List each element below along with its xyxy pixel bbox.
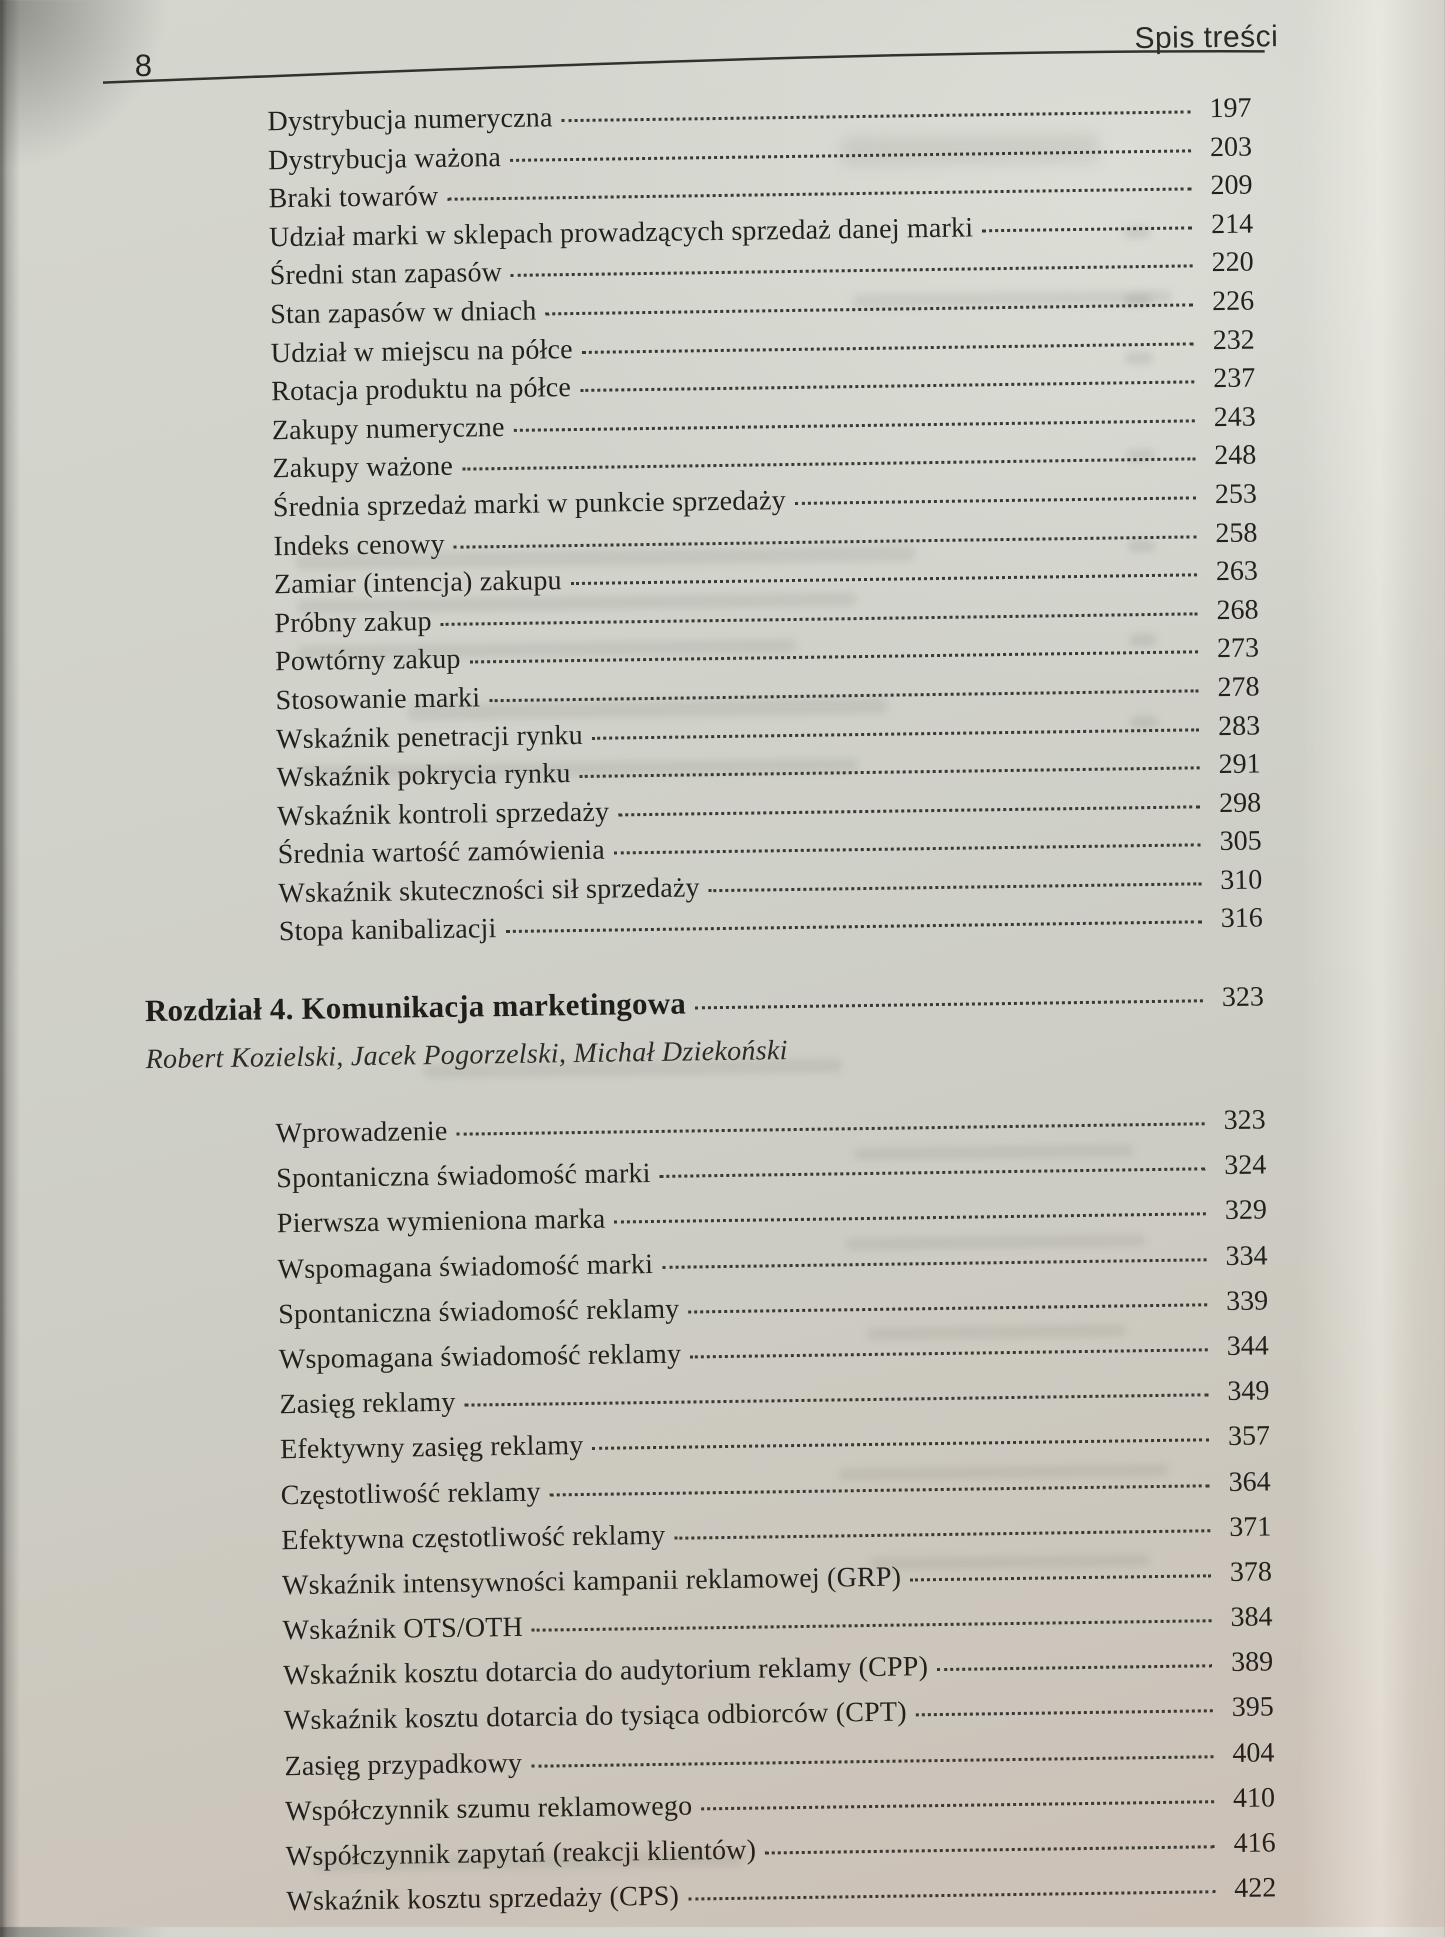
dot-leader	[457, 1122, 1205, 1135]
toc-entry-title: Zasięg przypadkowy	[284, 1747, 523, 1782]
toc-entry-page-number: 334	[1225, 1239, 1268, 1272]
dot-leader	[470, 651, 1198, 664]
toc-entry-page-number: 378	[1229, 1556, 1273, 1588]
toc-entry-page-number: 339	[1225, 1285, 1269, 1317]
toc-entry-title: Wskaźnik OTS/OTH	[282, 1611, 524, 1647]
dot-leader	[550, 1484, 1210, 1496]
toc-entry-page-number: 384	[1230, 1601, 1273, 1634]
toc-entry-page-number: 305	[1219, 825, 1262, 858]
toc-entry-title: Pierwsza wymieniona marka	[276, 1204, 606, 1240]
toc-entry-page-number: 237	[1213, 362, 1256, 395]
toc-entry-page-number: 389	[1230, 1646, 1274, 1679]
toc-entry-page-number: 253	[1214, 478, 1258, 511]
toc-entry-title: Zakupy numeryczne	[271, 411, 505, 446]
dot-leader	[447, 188, 1191, 201]
dot-leader	[688, 1890, 1215, 1900]
toc-entry-page-number: 243	[1213, 401, 1256, 433]
toc-entry-title: Wskaźnik pokrycia rynku	[276, 758, 571, 794]
toc-entry-page-number: 323	[1223, 1104, 1266, 1137]
dot-leader	[701, 1800, 1214, 1810]
toc-entry-page-number: 316	[1220, 902, 1263, 935]
toc-entry-title: Braki towarów	[268, 181, 439, 215]
toc-section-2	[275, 1104, 1276, 1931]
toc-entry-title: Stan zapasów w dniach	[270, 295, 537, 331]
toc-entry-title: Wskaźnik kosztu sprzedaży (CPS)	[286, 1880, 680, 1918]
page-number-folio: 8	[134, 47, 153, 84]
dot-leader	[454, 535, 1197, 548]
toc-entry-page-number: 416	[1233, 1827, 1276, 1859]
toc-entry-page-number: 248	[1214, 439, 1257, 472]
toc-entry-title: Wskaźnik intensywności kampanii reklamowej (GRP)	[281, 1561, 902, 1602]
toc-entry-title: Udział w miejscu na półce	[270, 333, 573, 369]
toc-entry-page-number: 291	[1218, 748, 1261, 781]
dot-leader	[465, 1393, 1209, 1406]
dot-leader	[532, 1619, 1212, 1631]
toc-entry-page-number: 395	[1231, 1691, 1275, 1724]
dot-leader	[614, 1213, 1206, 1224]
dot-leader	[489, 689, 1198, 702]
toc-entry-title: Zamiar (intencja) zakupu	[273, 565, 562, 601]
toc-entry-page-number: 258	[1215, 517, 1258, 549]
toc-entry-page-number: 310	[1220, 864, 1263, 896]
toc-entry-page-number: 364	[1228, 1465, 1271, 1498]
dot-leader	[795, 496, 1196, 505]
dot-leader	[462, 458, 1195, 471]
dot-leader	[582, 342, 1194, 354]
dot-leader	[580, 381, 1194, 393]
toc-entry-page-number: 226	[1211, 285, 1255, 318]
dot-leader	[514, 419, 1195, 432]
toc-entry-page-number: 278	[1217, 671, 1260, 703]
toc-entry-title: Spontaniczna świadomość marki	[276, 1158, 651, 1195]
toc-section-1	[267, 93, 1263, 956]
toc-entry-title: Wspomagana świadomość marki	[277, 1248, 654, 1285]
chapter-page-number: 323	[1221, 981, 1265, 1014]
toc-entry-title: Spontaniczna świadomość reklamy	[277, 1293, 680, 1330]
toc-entry-title: Rotacja produktu na półce	[271, 372, 572, 408]
dot-leader	[531, 1755, 1213, 1768]
toc-entry-title: Wskaźnik skuteczności sił sprzedaży	[278, 872, 700, 910]
dot-leader	[660, 1167, 1206, 1178]
toc-entry-title: Współczynnik szumu reklamowego	[284, 1790, 693, 1828]
dot-leader	[937, 1664, 1212, 1671]
chapter-heading-row	[145, 977, 1264, 1029]
toc-entry-title: Indeks cenowy	[273, 528, 446, 562]
toc-entry-page-number: 298	[1218, 787, 1262, 819]
dot-leader	[618, 805, 1200, 816]
toc-entry-title: Powtórny zakup	[274, 643, 461, 678]
toc-entry-title: Dystrybucja ważona	[267, 141, 502, 176]
toc-entry-page-number: 422	[1234, 1872, 1277, 1905]
dot-leader	[571, 573, 1197, 585]
dot-leader	[910, 1574, 1211, 1581]
toc-entry-page-number: 371	[1229, 1511, 1272, 1543]
toc-entry-title: Stosowanie marki	[275, 682, 481, 717]
toc-entry-page-number: 344	[1226, 1330, 1269, 1362]
dot-leader	[580, 766, 1200, 778]
toc-entry-page-number: 404	[1232, 1737, 1275, 1769]
dot-leader	[592, 1439, 1209, 1451]
toc-entry-title: Wskaźnik kosztu dotarcia do tysiąca odbiorców (CPT)	[283, 1696, 907, 1737]
toc-entry-title: Średnia sprzedaż marki w punkcie sprzedaży	[272, 485, 787, 524]
toc-entry-title: Wprowadzenie	[275, 1115, 448, 1150]
dot-leader	[592, 728, 1199, 739]
dot-leader	[505, 921, 1201, 934]
toc-entry-page-number: 197	[1209, 92, 1252, 125]
toc-entry-page-number: 324	[1224, 1149, 1267, 1182]
toc-entry-title: Wskaźnik kontroli sprzedaży	[277, 796, 610, 832]
toc-entry-title: Dystrybucja numeryczna	[267, 102, 553, 138]
toc-entry-page-number: 232	[1212, 324, 1255, 356]
toc-entry-page-number: 349	[1227, 1375, 1270, 1408]
toc-entry-title: Średnia wartość zamówienia	[277, 834, 606, 871]
toc-entry-title: Efektywny zasięg reklamy	[279, 1430, 584, 1466]
running-header-title: Spis treści	[1134, 20, 1279, 56]
toc-entry-title: Zakupy ważone	[272, 451, 454, 485]
chapter-authors: Robert Kozielski, Jacek Pogorzelski, Michał Dziekoński	[145, 1035, 788, 1076]
toc-entry-page-number: 263	[1215, 555, 1259, 588]
toc-entry-title: Próbny zakup	[274, 605, 432, 639]
dot-leader	[441, 612, 1198, 626]
toc-entry-page-number: 220	[1211, 246, 1254, 279]
toc-entry-page-number: 214	[1210, 208, 1254, 240]
dot-leader	[662, 1258, 1206, 1269]
toc-entry-title: Zasięg reklamy	[279, 1386, 456, 1421]
toc-entry-title: Wskaźnik penetracji rynku	[275, 719, 584, 755]
dot-leader	[562, 110, 1191, 122]
toc-entry-title: Wspomagana świadomość reklamy	[278, 1338, 682, 1376]
toc-entry-title: Udział marki w sklepach prowadzących sprzedaż danej marki	[268, 212, 974, 254]
dot-leader	[674, 1529, 1210, 1539]
toc-entry-title: Stopa kanibalizacji	[278, 913, 497, 948]
toc-entry-page-number: 268	[1216, 594, 1259, 626]
toc-entry-title: Wskaźnik kosztu dotarcia do audytorium reklamy (CPP)	[283, 1651, 929, 1692]
dot-leader	[916, 1710, 1213, 1717]
toc-entry-page-number: 273	[1216, 632, 1260, 665]
dot-leader	[765, 1845, 1215, 1854]
dot-leader	[511, 265, 1193, 278]
toc-entry-page-number: 329	[1224, 1194, 1268, 1227]
toc-entry-title: Współczynnik zapytań (reakcji klientów)	[285, 1834, 757, 1873]
dot-leader	[695, 999, 1203, 1009]
dot-leader	[690, 1348, 1208, 1358]
toc-entry-title: Częstotliwość reklamy	[280, 1476, 541, 1511]
toc-entry-title: Efektywna częstotliwość reklamy	[281, 1519, 666, 1556]
dot-leader	[545, 303, 1193, 315]
toc-entry-page-number: 203	[1209, 131, 1253, 163]
toc-entry-page-number: 209	[1210, 169, 1253, 202]
header-rule	[101, 42, 1269, 94]
dot-leader	[982, 226, 1192, 232]
toc-entry-title: Średni stan zapasów	[269, 257, 503, 292]
dot-leader	[614, 844, 1201, 855]
dot-leader	[688, 1303, 1207, 1313]
toc-entry-page-number: 283	[1217, 709, 1261, 742]
dot-leader	[709, 882, 1202, 892]
dot-leader	[510, 149, 1191, 162]
chapter-title: Rozdział 4. Komunikacja marketingowa	[144, 985, 687, 1029]
toc-entry-page-number: 410	[1232, 1782, 1276, 1814]
toc-entry-page-number: 357	[1227, 1420, 1271, 1453]
